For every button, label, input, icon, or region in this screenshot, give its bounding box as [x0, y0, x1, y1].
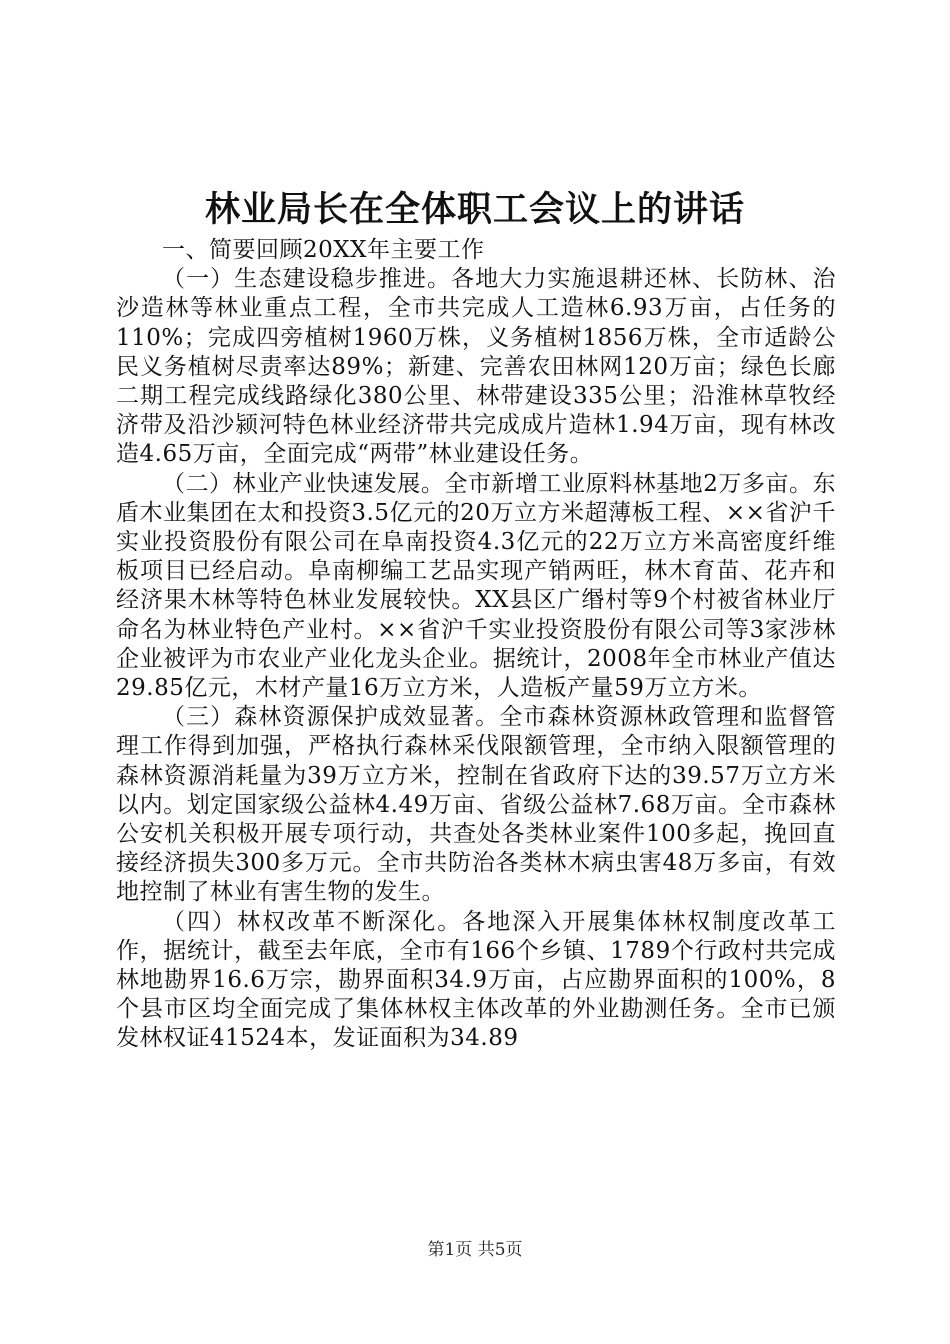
- paragraph-resource-protection: （三）森林资源保护成效显著。全市森林资源林政管理和监督管理工作得到加强，严格执行森林采伐限额管理，全市纳入限额管理的森林资源消耗量为39万立方米，控制在省政府下达的39.57万立方米以内。划定国家级公益林4.49万亩、省级公益林7.68万亩。全市森林公安机关积极开展专项行动，共查处各类林业案件100多起，挽回直接经济损失300多万元。全市共防治各类林木病虫害48万多亩，有效地控制了林业有害生物的发生。: [116, 704, 836, 906]
- section-heading: 一、简要回顾20XX年主要工作: [162, 237, 485, 263]
- paragraph-forest-rights-reform: （四）林权改革不断深化。各地深入开展集体林权制度改革工作，据统计，截至去年底，全市有166个乡镇、1789个行政村共完成林地勘界16.6万宗，勘界面积34.9万亩，占应勘界面积的100%，8个县市区均全面完成了集体林权主体改革的外业勘测任务。全市已颁发林权证41524本，发证面积为34.89: [116, 908, 836, 1052]
- document-title: 林业局长在全体职工会议上的讲话: [204, 189, 745, 230]
- paragraph-ecology: （一）生态建设稳步推进。各地大力实施退耕还林、长防林、治沙造林等林业重点工程，全市共完成人工造林6.93万亩，占任务的110%；完成四旁植树1960万株，义务植树1856万株，全市适龄公民义务植树尽责率达89%；新建、完善农田林网120万亩；绿色长廊二期工程完成线路绿化380公里、林带建设335公里；沿淮林草牧经济带及沿沙颍河特色林业经济带共完成成片造林1.94万亩，现有林改造4.65万亩，全面完成“两带”林业建设任务。: [116, 266, 836, 468]
- page-footer: 第1页 共5页: [427, 1240, 523, 1260]
- document-body: [116, 236, 836, 1054]
- paragraph-industry: （二）林业产业快速发展。全市新增工业原料林基地2万多亩。东盾木业集团在太和投资3.5亿元的20万立方米超薄板工程、××省沪千实业投资股份有限公司在阜南投资4.3亿元的22万立方米高密度纤维板项目已经启动。阜南柳编工艺品实现产销两旺，林木育苗、花卉和经济果木林等特色林业发展较快。XX县区广缗村等9个村被省林业厅命名为林业特色产业村。××省沪千实业投资股份有限公司等3家涉林企业被评为市农业产业化龙头企业。据统计，2008年全市林业产值达29.85亿元，木材产量16万立方米，人造板产量59万立方米。: [116, 470, 836, 702]
